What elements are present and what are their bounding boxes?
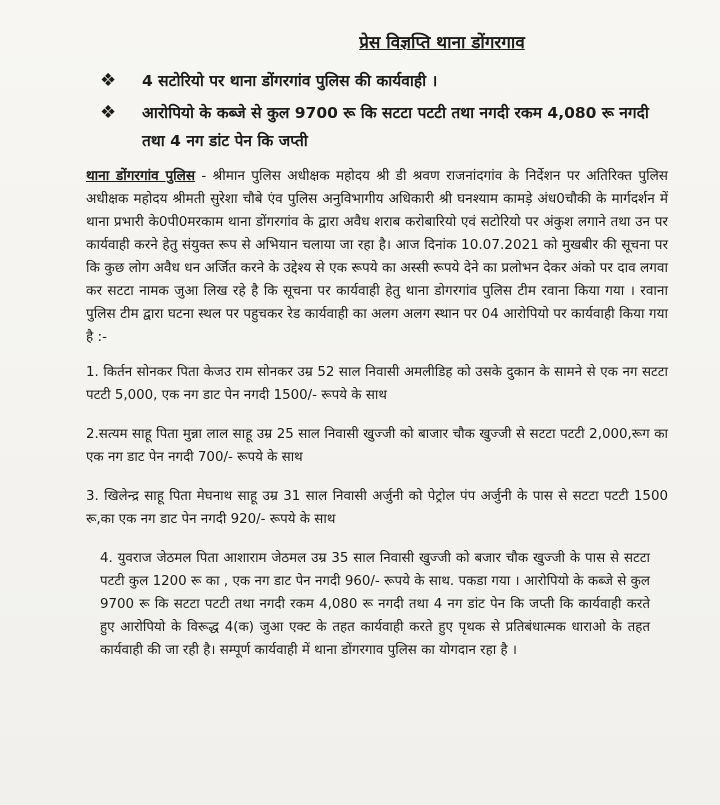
intro-body: - श्रीमान पुलिस अधीक्षक महोदय श्री डी श्रवण राजनांदगांव के निर्देशन पर अतिरिक्त पुलिस अधीक्षक महोदय श्रीमती सुरेशा चौबे एंव पुलिस अनुविभागीय अधिकारी श्री घनश्याम कामड़े अंध0चौकी के मार्गदर्शन में थाना प्रभारी के0पी0मरकाम थाना डोंगरगांव के द्वारा अवैध शराब करोबारियो एवं सटोरियो पर अंकुश लगाने तथा उन पर कार्यवाही करने हेतु संयुक्त रूप से अभियान चलाया जा रहा है। आज दिनांक 10.07.2021 को मुखबीर की सूचना पर कि कुछ लोग अवैध धन अर्जित करने के उद्देश्य से एक रूपये का अस्सी रूपये देने का प्रलोभन देकर अंको पर दाव लगवा कर सटटा नामक जुआ लिख रहे है कि सूचना पर कार्यवाही हेतु थाना डोगरगांव पुलिस टीम रवाना किया गया । रवाना पुलिस टीम द्वारा घटना स्थल पर पहुचकर रेड कार्यवाही का अलग अलग स्थान पर 04 आरोपियो पर कार्यवाही किया गया है :-: [86, 168, 669, 345]
highlight-list: [86, 67, 668, 155]
diamond-bullet-icon: ❖: [100, 102, 117, 123]
intro-paragraph: [86, 165, 668, 349]
highlight-text: आरोपियो के कब्जे से कुल 9700 रू कि सटटा पटटी तथा नगदी रकम 4,080 रू नगदी तथा 4 नग डांट पेन कि जप्ती: [142, 104, 649, 150]
highlight-text: 4 सटोरियो पर थाना डोंगरगांव पुलिस की कार्यवाही ।: [142, 72, 438, 90]
list-item: 1. किर्तन सोनकर पिता केजउ राम सोनकर उम्र 52 साल निवासी अमलीडिह को उसके दुकान के सामने से एक नग सटटा पटटी 5,000, एक नग डाट पेन नगदी 1500/- रूपये के साथ: [86, 365, 668, 403]
highlight-item: [86, 67, 668, 95]
accused-list: [86, 361, 668, 662]
highlight-item: [86, 99, 668, 155]
page-title: प्रेस विज्ञप्ति थाना डोंगरगाव: [359, 33, 525, 53]
list-item: 2.सत्यम साहू पिता मुन्ना लाल साहू उम्र 25 साल निवासी खुज्जी को बाजार चौक खुज्जी से सटटा पटटी 2,000,रूग का एक नग डाट पेन नगदी 700/- रूपये के साथ: [86, 427, 668, 465]
list-item: 4. युवराज जेठमल पिता आशाराम जेठमल उम्र 35 साल निवासी खुज्जी को बजार चौक खुज्जी के पास से सटटा पटटी कुल 1200 रू का , एक नग डाट पेन नगदी 960/- रूपये के साथ. पकडा गया । आरोपियो के कब्जे से कुल 9700 रू कि सटटा पटटी तथा नगदी रकम 4,080 रू नगदी तथा 4 नग डांट पेन कि जप्ती कि कार्यवाही करते हुए आरोपियो के विरूद्ध 4(क) जुआ एक्ट के तहत कार्यवाही करते हुए पृथक से प्रतिबंधात्मक धाराओ के तहत कार्यवाही की जा रही है। सम्पूर्ण कार्यवाही में थाना डोंगरगाव पुलिस का योगदान रहा है ।: [100, 551, 650, 658]
intro-lead: थाना डोंगरगांव पुलिस: [86, 168, 196, 184]
list-item: 3. खिलेन्द्र साहू पिता मेघनाथ साहू उम्र 31 साल निवासी अर्जुनी को पेट्रोल पंप अर्जुनी के पास से सटटा पटटी 1500 रू,का एक नग डाट पेन नगदी 920/- रूपये के साथ: [86, 489, 668, 527]
diamond-bullet-icon: ❖: [100, 70, 117, 91]
